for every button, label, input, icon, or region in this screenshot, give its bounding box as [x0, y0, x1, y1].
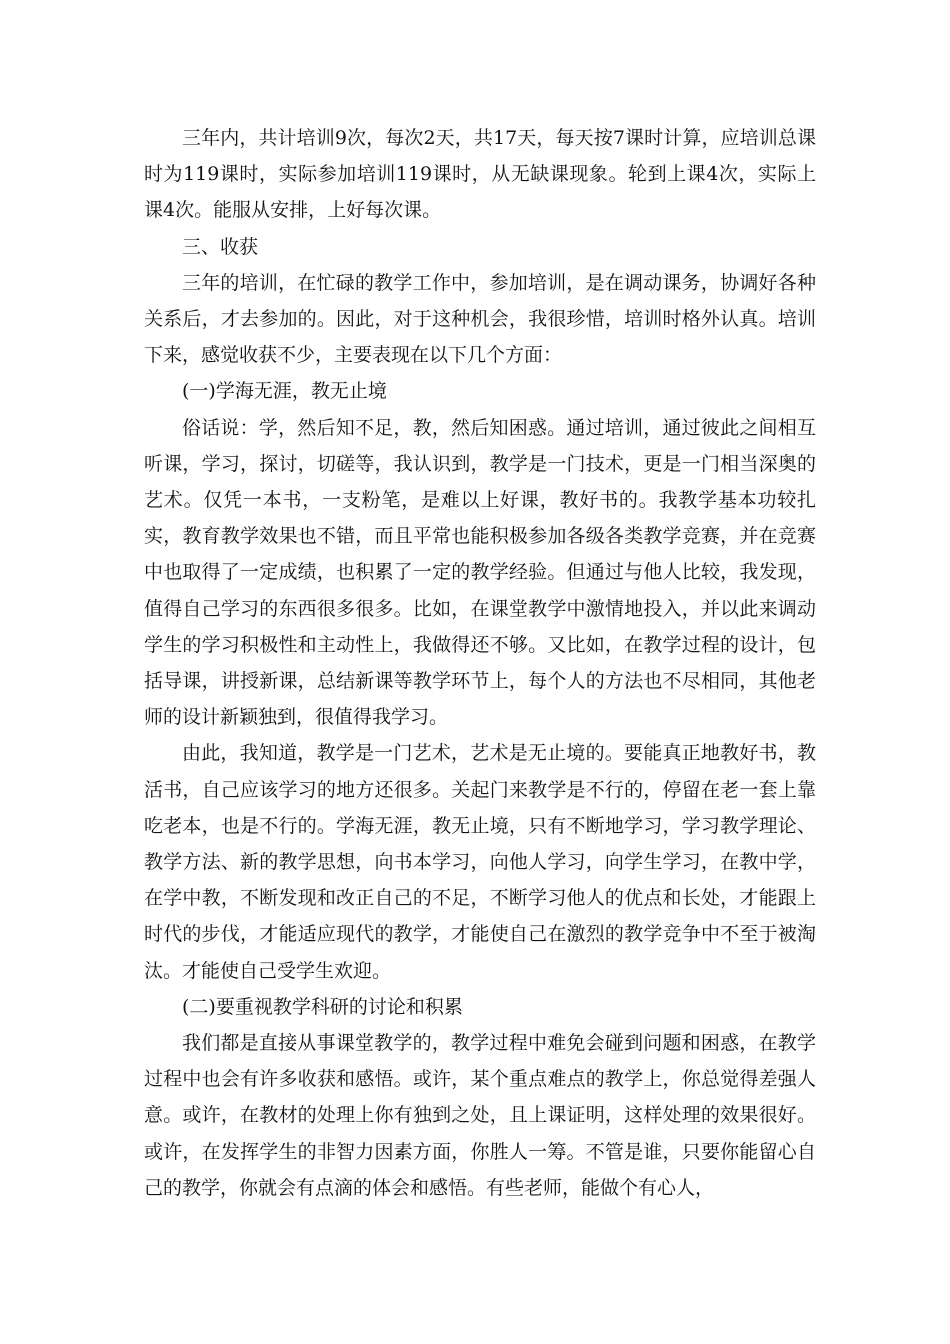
subheading-endless-learning: (一)学海无涯，教无止境 — [182, 380, 387, 403]
paragraph-continuous-learning: 由此，我知道，教学是一门艺术，艺术是无止境的。要能真正地教好书，教活书，自己应该学习的地方还很多。关起门来教学是不行的，停留在老一套上靠吃老本，也是不行的。学海无涯，教无止境，只有不断地学习，学习教学理论、教学方法、新的教学思想，向书本学习，向他人学习，向学生学习，在教中学，在学中教，不断发现和改正自己的不足，不断学习他人的优点和长处，才能跟上时代的步伐，才能适应现代的教学，才能使自己在激烈的教学竞争中不至于被淘汰。才能使自己受学生欢迎。 — [144, 742, 816, 982]
section-heading-gains: 三、收获 — [182, 235, 259, 258]
paragraph-research-reflection: 我们都是直接从事课堂教学的，教学过程中难免会碰到问题和困惑，在教学过程中也会有许多收获和感悟。或许，某个重点难点的教学上，你总觉得差强人意。或许，在教材的处理上你有独到之处，且上课证明，这样处理的效果很好。或许，在发挥学生的非智力因素方面，你胜人一筹。不管是谁，只要你能留心自己的教学，你就会有点滴的体会和感悟。有些老师，能做个有心人， — [144, 1032, 816, 1199]
paragraph-gains-intro: 三年的培训，在忙碌的教学工作中，参加培训，是在调动课务，协调好各种关系后，才去参加的。因此，对于这种机会，我很珍惜，培训时格外认真。培训下来，感觉收获不少，主要表现在以下几个方面： — [144, 271, 816, 367]
subheading-research-accumulation: (二)要重视教学科研的讨论和积累 — [182, 995, 463, 1018]
document-body — [144, 120, 816, 1206]
paragraph-training-attendance: 三年内，共计培训9次，每次2天，共17天，每天按7课时计算，应培训总课时为119课时，实际参加培训119课时，从无缺课现象。轮到上课4次，实际上课4次。能服从安排，上好每次课。 — [144, 127, 816, 222]
paragraph-teaching-art: 俗话说：学，然后知不足，教，然后知困惑。通过培训，通过彼此之间相互听课，学习，探讨，切磋等，我认识到，教学是一门技术，更是一门相当深奥的艺术。仅凭一本书，一支粉笔，是难以上好课，教好书的。我教学基本功较扎实，教育教学效果也不错，而且平常也能积极参加各级各类教学竞赛，并在竞赛中也取得了一定成绩，也积累了一定的教学经验。但通过与他人比较，我发现，值得自己学习的东西很多很多。比如，在课堂教学中激情地投入，并以此来调动学生的学习积极性和主动性上，我做得还不够。又比如，在教学过程的设计，包括导课，讲授新课，总结新课等教学环节上，每个人的方法也不尽相同，其他老师的设计新颖独到，很值得我学习。 — [144, 416, 816, 729]
